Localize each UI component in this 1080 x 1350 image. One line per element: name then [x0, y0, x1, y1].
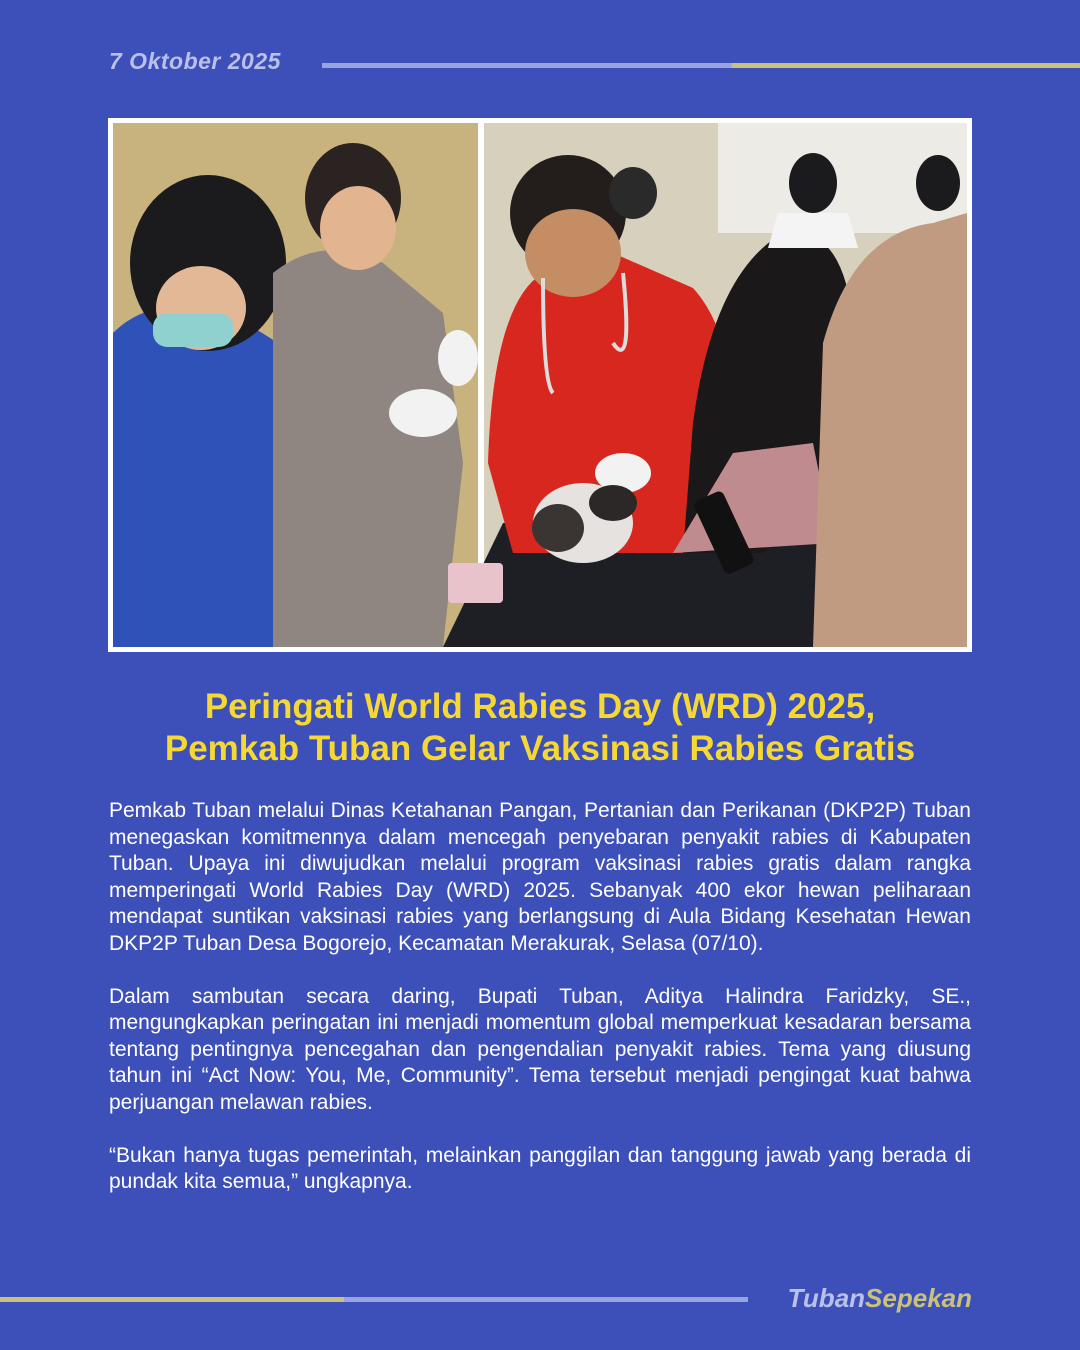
article-paragraph-3: “Bukan hanya tugas pemerintah, melainkan panggilan dan tanggung jawab yang berada di pundak kita semua,” ungkapnya. — [109, 1143, 971, 1194]
article-date: 7 Oktober 2025 — [109, 48, 281, 74]
article-headline — [60, 686, 1020, 770]
article-body — [109, 798, 971, 1222]
brand-logo — [788, 1283, 972, 1314]
photo-frame — [108, 118, 972, 652]
brand-part-2: Sepekan — [865, 1283, 972, 1313]
event-photo — [113, 123, 967, 647]
article-paragraph-1: Pemkab Tuban melalui Dinas Ketahanan Pangan, Pertanian dan Perikanan (DKP2P) Tuban menegaskan komitmennya dalam mencegah penyebaran penyakit rabies di Kabupaten Tuban. Upaya ini diwujudkan melalui program vaksinasi rabies gratis dalam rangka memperingati World Rabies Day (WRD) 2025. Sebanyak 400 ekor hewan peliharaan mendapat suntikan vaksinasi rabies yang berlangsung di Aula Bidang Kesehatan Hewan DKP2P Tuban Desa Bogorejo, Kecamatan Merakurak, Selasa (07/10). — [109, 799, 971, 955]
header-divider — [322, 63, 1080, 68]
footer-divider — [0, 1297, 748, 1302]
brand-part-1: Tuban — [787, 1283, 866, 1313]
headline-line-1: Peringati World Rabies Day (WRD) 2025, — [204, 687, 876, 726]
headline-line-2: Pemkab Tuban Gelar Vaksinasi Rabies Gratis — [164, 729, 916, 768]
event-photo-illustration — [113, 123, 967, 647]
article-paragraph-2: Dalam sambutan secara daring, Bupati Tuban, Aditya Halindra Faridzky, SE., mengungkapkan peringatan ini menjadi momentum global memperkuat kesadaran bersama tentang pentingnya pencegahan dan pengendalian penyakit rabies. Tema yang diusung tahun ini “Act Now: You, Me, Community”. Tema tersebut menjadi pengingat kuat bahwa perjuangan melawan rabies. — [109, 984, 971, 1114]
